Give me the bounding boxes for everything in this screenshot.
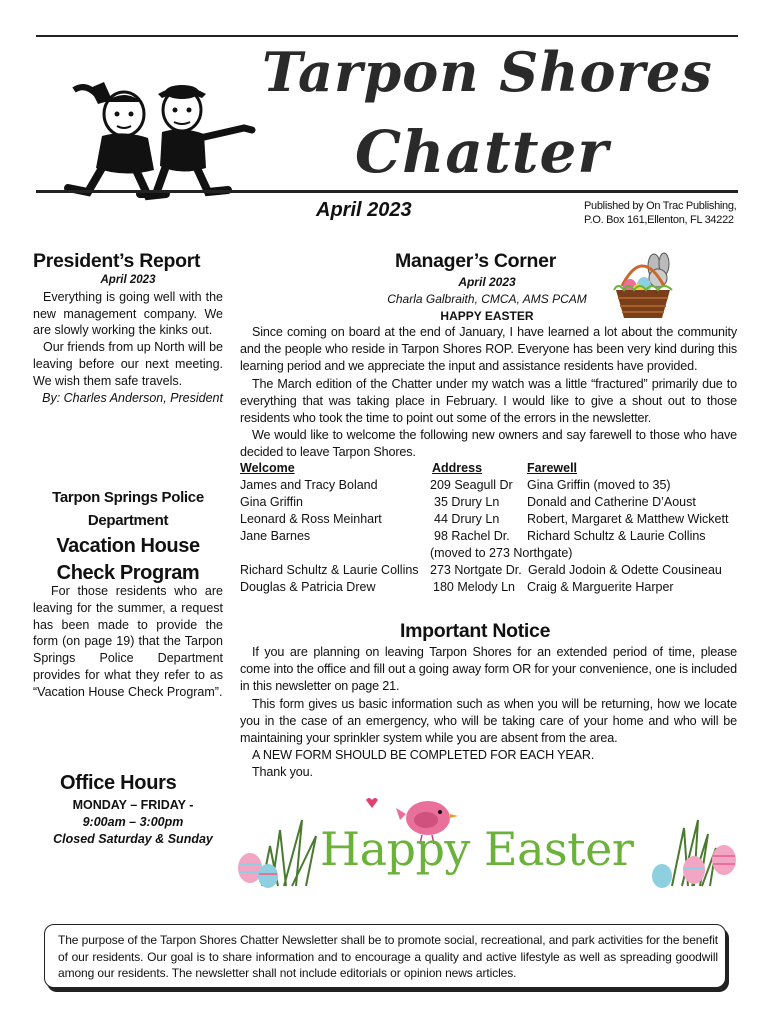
welcome-cell: James and Tracy Boland	[240, 478, 378, 492]
police-heading	[33, 486, 223, 532]
address-cell: 44 Drury Ln	[434, 512, 500, 526]
mission-statement-text: The purpose of the Tarpon Shores Chatter Newsletter shall be to promote social, recreational, and park activities for the benefit of our residents. Our goal is to share information and to encourage a quality and active lifestyle as well as spreading goodwill among our residents. The newsletter shall not include editorials or opinion news articles.	[58, 933, 718, 981]
notice-paragraph: If you are planning on leaving Tarpon Shores for an extended period of time, please come into the office and fill out a going away form OR for your convenience, one is included in this newsletter on page 21.	[240, 645, 737, 694]
police-paragraph: For those residents who are leaving for the summer, a request has been made to provide the form (on page 19) that the Tarpon Springs Police Department provides for what they refer to as “Vacation House Check Program”.	[33, 584, 223, 699]
owners-table-header	[240, 460, 740, 477]
address-cell: 180 Melody Ln	[433, 580, 516, 594]
managers-corner-date: April 2023	[458, 275, 516, 289]
managers-corner-paragraph: The March edition of the Chatter under my watch was a little “fractured” primarily due to everything that was taking place in February. I would like to give a shout out to those residents who took the time to point out some of the errors in the newsletter.	[240, 376, 737, 426]
table-row	[240, 579, 740, 596]
farewell-cell: Gerald Jodoin & Odette Cousineau	[528, 563, 722, 577]
managers-corner-author: Charla Galbraith, CMCA, AMS PCAM	[387, 292, 587, 306]
office-hours-closed: Closed Saturday & Sunday	[53, 832, 213, 846]
address-cell: 35 Drury Ln	[434, 495, 500, 509]
vacation-program-line1: Vacation House	[56, 535, 200, 557]
managers-corner-paragraph: Since coming on board at the end of January, I have learned a lot about the community and the people who reside in Tarpon Shores ROP. Everyone has been very kind during this learning period and we appreciate the input and assistance residents have provided.	[240, 325, 737, 374]
publisher-info	[584, 199, 736, 227]
office-hours-days: MONDAY – FRIDAY -	[72, 798, 194, 812]
managers-corner-body	[240, 324, 737, 462]
presidents-report-paragraph: Our friends from up North will be leaving before our next meeting. We wish them safe travels.	[33, 340, 223, 388]
farewell-cell: Gina Griffin (moved to 35)	[527, 478, 671, 492]
publisher-line2: P.O. Box 161,Ellenton, FL 34222	[584, 214, 734, 226]
managers-corner-meta	[372, 274, 602, 325]
owners-table	[240, 460, 740, 596]
welcome-cell: Douglas & Patricia Drew	[240, 580, 376, 594]
notice-paragraph: A NEW FORM SHOULD BE COMPLETED FOR EACH YEAR.	[252, 748, 595, 763]
notice-paragraph: This form gives us basic information such as when you will be returning, how we locate you in the case of an emergency, who will be taking care of your home and who will be maintaining your sprinkler system while you are absent from the area.	[240, 696, 737, 746]
managers-corner-heading: Manager’s Corner	[395, 250, 556, 272]
presidents-report-paragraph: Everything is going well with the new management company. We are slowly working the kinks out.	[33, 289, 223, 338]
farewell-cell: Robert, Margaret & Matthew Wickett	[527, 512, 729, 526]
column-header-welcome: Welcome	[240, 461, 295, 475]
important-notice-heading: Important Notice	[400, 620, 551, 642]
farewell-cell: Donald and Catherine D’Aoust	[527, 495, 696, 509]
masthead-top-rule	[36, 35, 738, 37]
police-heading-line2: Department	[87, 512, 169, 529]
newsboys-logo-illustration	[62, 52, 262, 202]
address-cell: 273 Nortgate Dr.	[430, 563, 522, 577]
table-row	[240, 545, 740, 562]
vacation-program-heading	[33, 533, 223, 587]
farewell-cell: Craig & Marguerite Harper	[527, 580, 674, 594]
table-row	[240, 511, 740, 528]
welcome-cell: Leonard & Ross Meinhart	[240, 512, 382, 526]
presidents-report-date: April 2023	[100, 274, 156, 286]
table-row	[240, 494, 740, 511]
managers-corner-paragraph: We would like to welcome the following new owners and say farewell to those who have decided to leave Tarpon Shores.	[240, 428, 737, 460]
vacation-program-line2: Check Program	[56, 562, 200, 584]
welcome-cell: Richard Schultz & Laurie Collins	[240, 563, 419, 577]
presidents-report-byline: By: Charles Anderson, President	[42, 390, 223, 405]
managers-corner-subheading: HAPPY EASTER	[440, 309, 534, 323]
table-row	[240, 477, 740, 494]
table-row	[240, 528, 740, 545]
office-hours-heading: Office Hours	[60, 772, 177, 794]
address-cell: 209 Seagull Dr	[430, 478, 513, 492]
column-header-farewell: Farewell	[527, 461, 578, 475]
table-row	[240, 562, 740, 579]
presidents-report-body	[33, 272, 223, 406]
issue-date: April 2023	[316, 199, 412, 221]
important-notice-body	[240, 644, 737, 782]
notice-paragraph: Thank you.	[252, 765, 313, 780]
office-hours-details	[33, 797, 233, 848]
presidents-report-heading: President’s Report	[33, 250, 201, 272]
easter-basket-illustration	[608, 248, 678, 322]
address-cell: (moved to 273 Northgate)	[430, 546, 573, 560]
masthead-bottom-rule	[36, 190, 738, 193]
office-hours-time: 9:00am – 3:00pm	[82, 815, 184, 829]
address-cell: 98 Rachel Dr.	[434, 529, 510, 543]
police-heading-line1: Tarpon Springs Police	[52, 489, 204, 506]
welcome-cell: Jane Barnes	[240, 529, 311, 543]
welcome-cell: Gina Griffin	[240, 495, 303, 509]
newsletter-title-line2: Chatter	[355, 118, 609, 186]
farewell-cell: Richard Schultz & Laurie Collins	[527, 529, 706, 543]
publisher-line1: Published by On Trac Publishing,	[584, 200, 737, 212]
happy-easter-text: Happy Easter	[320, 822, 634, 876]
column-header-address: Address	[432, 461, 483, 475]
newsletter-title-line1: Tarpon Shores	[262, 40, 713, 104]
